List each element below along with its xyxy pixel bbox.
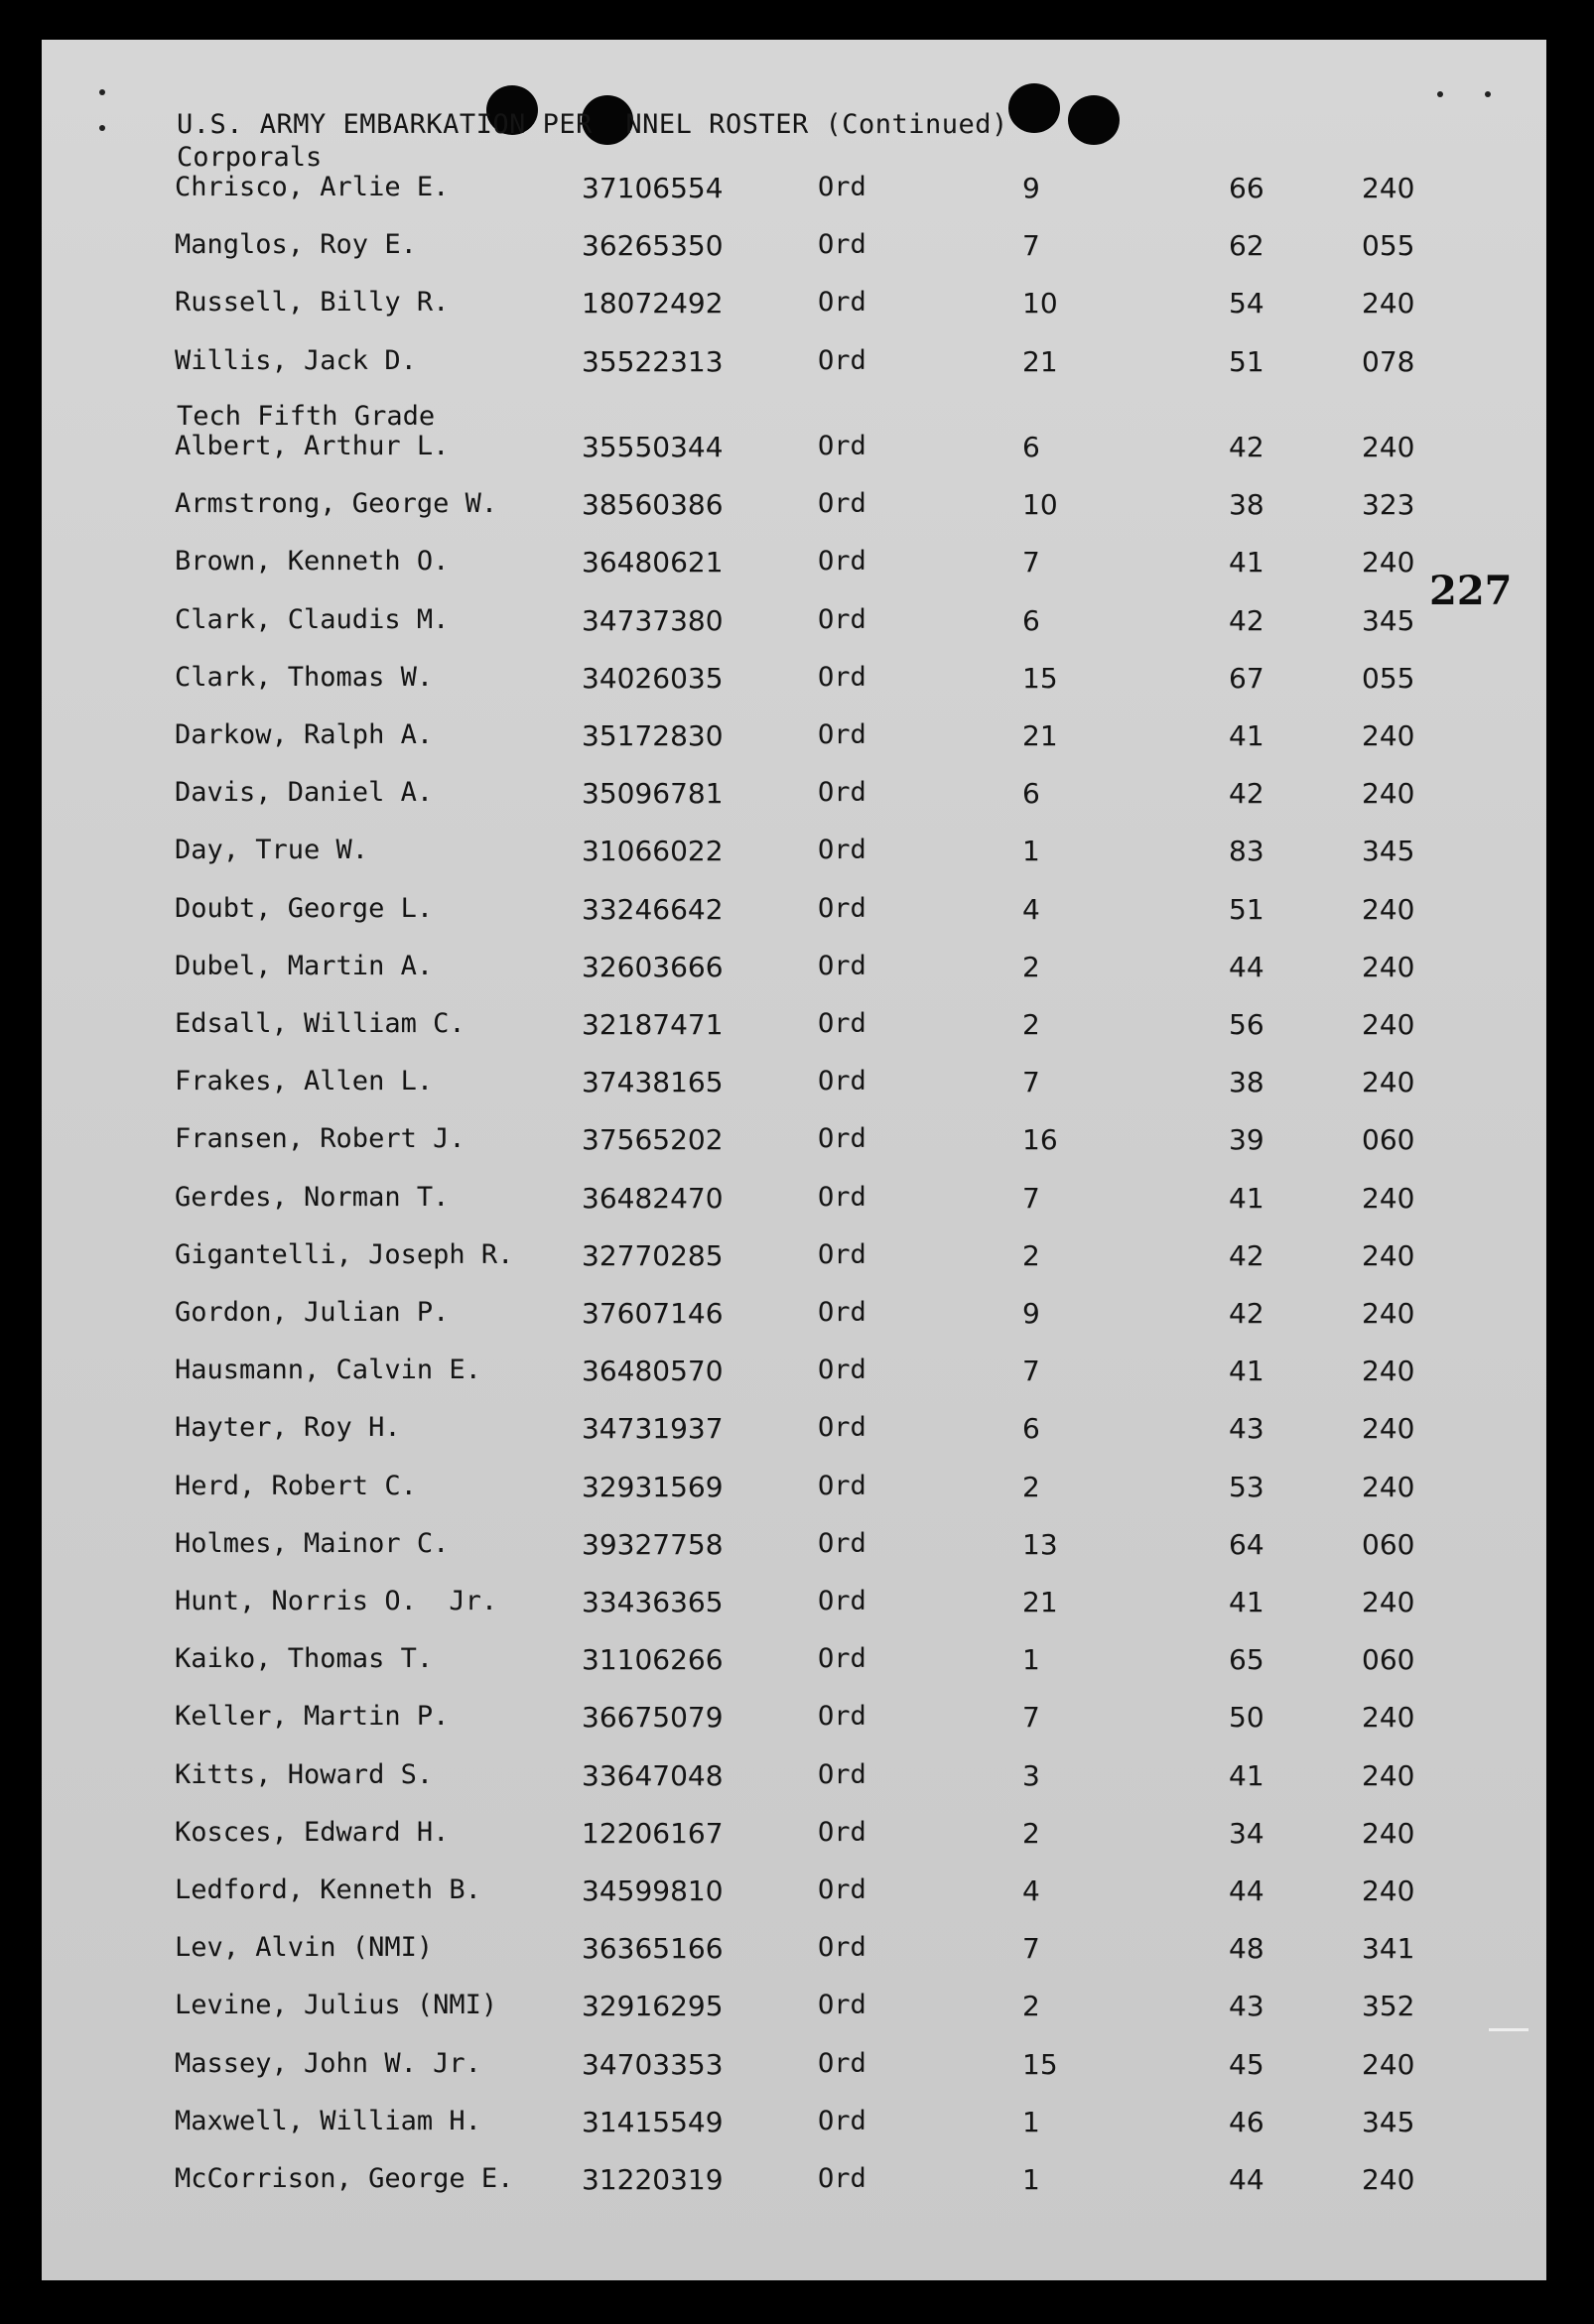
roster-row bbox=[42, 1239, 1546, 1279]
roster-row bbox=[42, 1586, 1546, 1625]
roster-row bbox=[42, 229, 1546, 269]
branch: Ord bbox=[818, 661, 866, 693]
roster-row bbox=[42, 488, 1546, 528]
serial-number: 31220319 bbox=[582, 2163, 724, 2196]
roster-value-b: 41 bbox=[1229, 546, 1264, 580]
roster-value-c: 240 bbox=[1362, 1758, 1415, 1792]
serial-number: 34599810 bbox=[582, 1874, 724, 1907]
roster-value-c: 240 bbox=[1362, 546, 1415, 580]
roster-value-b: 38 bbox=[1229, 488, 1264, 522]
branch: Ord bbox=[818, 488, 866, 520]
branch: Ord bbox=[818, 1123, 866, 1155]
roster-page bbox=[42, 40, 1546, 2280]
roster-row bbox=[42, 345, 1546, 385]
serial-number: 37438165 bbox=[582, 1066, 724, 1099]
soldier-name: Clark, Thomas W. bbox=[175, 661, 434, 693]
roster-value-b: 42 bbox=[1229, 1297, 1264, 1330]
branch: Ord bbox=[818, 1355, 866, 1386]
roster-value-a: 21 bbox=[1022, 719, 1058, 752]
roster-value-b: 41 bbox=[1229, 1181, 1264, 1215]
roster-row bbox=[42, 719, 1546, 759]
soldier-name: Hayter, Roy H. bbox=[175, 1412, 401, 1444]
roster-value-b: 42 bbox=[1229, 431, 1264, 463]
roster-row bbox=[42, 431, 1546, 470]
roster-value-b: 44 bbox=[1229, 1874, 1264, 1907]
roster-value-c: 240 bbox=[1362, 1701, 1415, 1735]
serial-number: 32603666 bbox=[582, 950, 724, 983]
roster-value-a: 2 bbox=[1022, 1470, 1040, 1503]
branch: Ord bbox=[818, 1470, 866, 1501]
roster-value-c: 078 bbox=[1362, 344, 1415, 378]
roster-value-a: 15 bbox=[1022, 661, 1058, 695]
roster-value-a: 7 bbox=[1022, 1355, 1040, 1388]
soldier-name: Kaiko, Thomas T. bbox=[175, 1643, 434, 1675]
roster-row bbox=[42, 2106, 1546, 2145]
branch: Ord bbox=[818, 603, 866, 635]
roster-value-a: 7 bbox=[1022, 1701, 1040, 1735]
roster-value-a: 7 bbox=[1022, 1181, 1040, 1215]
roster-table bbox=[42, 40, 1546, 2280]
roster-value-c: 345 bbox=[1362, 603, 1415, 637]
roster-row bbox=[42, 2163, 1546, 2203]
header-text-a: U.S. ARMY EMBARKATION PER bbox=[177, 109, 593, 140]
roster-value-c: 240 bbox=[1362, 1470, 1415, 1503]
roster-row bbox=[42, 662, 1546, 702]
roster-value-b: 51 bbox=[1229, 892, 1264, 926]
roster-row bbox=[42, 2048, 1546, 2088]
roster-value-b: 83 bbox=[1229, 835, 1264, 868]
roster-value-c: 240 bbox=[1362, 950, 1415, 983]
section-title: Corporals bbox=[177, 142, 323, 173]
branch: Ord bbox=[818, 892, 866, 924]
roster-row bbox=[42, 1412, 1546, 1452]
serial-number: 35522313 bbox=[582, 344, 724, 378]
soldier-name: Doubt, George L. bbox=[175, 892, 434, 924]
roster-value-c: 341 bbox=[1362, 1932, 1415, 1966]
soldier-name: Albert, Arthur L. bbox=[175, 431, 450, 461]
roster-row bbox=[42, 1123, 1546, 1163]
roster-value-c: 323 bbox=[1362, 488, 1415, 522]
roster-value-c: 240 bbox=[1362, 2047, 1415, 2081]
roster-value-c: 240 bbox=[1362, 1181, 1415, 1215]
branch: Ord bbox=[818, 1701, 866, 1733]
branch: Ord bbox=[818, 1816, 866, 1848]
roster-value-b: 48 bbox=[1229, 1932, 1264, 1966]
soldier-name: Davis, Daniel A. bbox=[175, 777, 434, 809]
roster-value-c: 345 bbox=[1362, 2105, 1415, 2138]
roster-value-c: 240 bbox=[1362, 1355, 1415, 1388]
roster-row bbox=[42, 1066, 1546, 1105]
roster-value-a: 21 bbox=[1022, 1586, 1058, 1618]
serial-number: 31106266 bbox=[582, 1643, 724, 1677]
serial-number: 33647048 bbox=[582, 1758, 724, 1792]
serial-number: 37607146 bbox=[582, 1297, 724, 1330]
section-title: Tech Fifth Grade bbox=[177, 401, 436, 432]
soldier-name: Keller, Martin P. bbox=[175, 1701, 450, 1733]
branch: Ord bbox=[818, 1008, 866, 1039]
roster-value-c: 240 bbox=[1362, 1008, 1415, 1041]
roster-value-c: 240 bbox=[1362, 1586, 1415, 1618]
roster-value-c: 240 bbox=[1362, 172, 1415, 204]
roster-value-b: 53 bbox=[1229, 1470, 1264, 1503]
roster-value-a: 2 bbox=[1022, 1990, 1040, 2023]
roster-value-a: 6 bbox=[1022, 603, 1040, 637]
roster-value-a: 7 bbox=[1022, 1932, 1040, 1966]
branch: Ord bbox=[818, 835, 866, 866]
roster-value-a: 7 bbox=[1022, 546, 1040, 580]
roster-value-c: 240 bbox=[1362, 719, 1415, 752]
roster-value-b: 67 bbox=[1229, 661, 1264, 695]
soldier-name: Kosces, Edward H. bbox=[175, 1816, 450, 1848]
soldier-name: Chrisco, Arlie E. bbox=[175, 172, 450, 202]
serial-number: 31415549 bbox=[582, 2105, 724, 2138]
serial-number: 36265350 bbox=[582, 229, 724, 263]
roster-row bbox=[42, 1297, 1546, 1337]
roster-value-a: 1 bbox=[1022, 2105, 1040, 2138]
soldier-name: Holmes, Mainor C. bbox=[175, 1527, 450, 1559]
roster-value-b: 44 bbox=[1229, 950, 1264, 983]
roster-value-b: 41 bbox=[1229, 1355, 1264, 1388]
branch: Ord bbox=[818, 344, 866, 376]
roster-value-c: 240 bbox=[1362, 431, 1415, 463]
serial-number: 12206167 bbox=[582, 1816, 724, 1850]
branch: Ord bbox=[818, 2047, 866, 2079]
page-number-stamp: 227 bbox=[1429, 568, 1513, 614]
roster-value-b: 44 bbox=[1229, 2163, 1264, 2196]
roster-value-b: 54 bbox=[1229, 287, 1264, 321]
soldier-name: Levine, Julius (NMI) bbox=[175, 1990, 498, 2021]
serial-number: 33246642 bbox=[582, 892, 724, 926]
branch: Ord bbox=[818, 1066, 866, 1097]
roster-value-b: 56 bbox=[1229, 1008, 1264, 1041]
serial-number: 32187471 bbox=[582, 1008, 724, 1041]
roster-row bbox=[42, 1932, 1546, 1972]
roster-value-c: 055 bbox=[1362, 229, 1415, 263]
serial-number: 33436365 bbox=[582, 1586, 724, 1618]
roster-value-b: 42 bbox=[1229, 1238, 1264, 1272]
roster-value-a: 7 bbox=[1022, 229, 1040, 263]
soldier-name: Herd, Robert C. bbox=[175, 1470, 417, 1501]
serial-number: 34703353 bbox=[582, 2047, 724, 2081]
roster-row bbox=[42, 835, 1546, 874]
roster-row bbox=[42, 1817, 1546, 1857]
branch: Ord bbox=[818, 2163, 866, 2194]
roster-value-b: 43 bbox=[1229, 1412, 1264, 1446]
branch: Ord bbox=[818, 1412, 866, 1444]
branch: Ord bbox=[818, 1238, 866, 1270]
roster-row bbox=[42, 1528, 1546, 1568]
soldier-name: Manglos, Roy E. bbox=[175, 229, 417, 261]
serial-number: 34731937 bbox=[582, 1412, 724, 1446]
serial-number: 35172830 bbox=[582, 719, 724, 752]
branch: Ord bbox=[818, 1758, 866, 1790]
serial-number: 35550344 bbox=[582, 431, 724, 463]
header-text-b: NNEL ROSTER (Continued) bbox=[625, 109, 1008, 140]
roster-value-a: 6 bbox=[1022, 431, 1040, 463]
soldier-name: Frakes, Allen L. bbox=[175, 1066, 434, 1097]
roster-row bbox=[42, 951, 1546, 990]
roster-value-b: 65 bbox=[1229, 1643, 1264, 1677]
roster-value-b: 66 bbox=[1229, 172, 1264, 204]
roster-row bbox=[42, 172, 1546, 211]
roster-value-b: 38 bbox=[1229, 1066, 1264, 1099]
serial-number: 36365166 bbox=[582, 1932, 724, 1966]
branch: Ord bbox=[818, 719, 866, 750]
roster-row bbox=[42, 1643, 1546, 1683]
soldier-name: Clark, Claudis M. bbox=[175, 603, 450, 635]
roster-value-c: 240 bbox=[1362, 1412, 1415, 1446]
branch: Ord bbox=[818, 777, 866, 809]
roster-row bbox=[42, 1471, 1546, 1510]
roster-row bbox=[42, 1182, 1546, 1222]
roster-value-c: 240 bbox=[1362, 1238, 1415, 1272]
roster-value-b: 50 bbox=[1229, 1701, 1264, 1735]
roster-value-a: 2 bbox=[1022, 950, 1040, 983]
serial-number: 18072492 bbox=[582, 287, 724, 321]
roster-value-a: 21 bbox=[1022, 344, 1058, 378]
roster-value-c: 055 bbox=[1362, 661, 1415, 695]
roster-value-c: 240 bbox=[1362, 1297, 1415, 1330]
roster-value-c: 240 bbox=[1362, 777, 1415, 811]
roster-value-a: 1 bbox=[1022, 835, 1040, 868]
roster-value-c: 060 bbox=[1362, 1123, 1415, 1157]
serial-number: 36482470 bbox=[582, 1181, 724, 1215]
branch: Ord bbox=[818, 2105, 866, 2136]
roster-value-b: 64 bbox=[1229, 1527, 1264, 1561]
roster-value-b: 39 bbox=[1229, 1123, 1264, 1157]
serial-number: 36480621 bbox=[582, 546, 724, 580]
roster-row bbox=[42, 1990, 1546, 2029]
serial-number: 35096781 bbox=[582, 777, 724, 811]
serial-number: 34026035 bbox=[582, 661, 724, 695]
branch: Ord bbox=[818, 172, 866, 202]
soldier-name: Ledford, Kenneth B. bbox=[175, 1874, 481, 1905]
roster-value-a: 9 bbox=[1022, 1297, 1040, 1330]
serial-number: 32931569 bbox=[582, 1470, 724, 1503]
roster-value-a: 15 bbox=[1022, 2047, 1058, 2081]
roster-value-b: 41 bbox=[1229, 719, 1264, 752]
branch: Ord bbox=[818, 1643, 866, 1675]
branch: Ord bbox=[818, 1586, 866, 1616]
roster-row bbox=[42, 546, 1546, 585]
soldier-name: Massey, John W. Jr. bbox=[175, 2047, 481, 2079]
serial-number: 37565202 bbox=[582, 1123, 724, 1157]
roster-value-a: 2 bbox=[1022, 1816, 1040, 1850]
roster-value-c: 345 bbox=[1362, 835, 1415, 868]
soldier-name: Fransen, Robert J. bbox=[175, 1123, 465, 1155]
roster-value-a: 6 bbox=[1022, 777, 1040, 811]
roster-value-a: 2 bbox=[1022, 1008, 1040, 1041]
serial-number: 32770285 bbox=[582, 1238, 724, 1272]
roster-row bbox=[42, 604, 1546, 644]
roster-value-a: 1 bbox=[1022, 2163, 1040, 2196]
branch: Ord bbox=[818, 1181, 866, 1213]
serial-number: 36675079 bbox=[582, 1701, 724, 1735]
roster-row bbox=[42, 1874, 1546, 1914]
roster-value-c: 352 bbox=[1362, 1990, 1415, 2023]
soldier-name: Armstrong, George W. bbox=[175, 488, 498, 520]
branch: Ord bbox=[818, 229, 866, 261]
branch: Ord bbox=[818, 1527, 866, 1559]
roster-row bbox=[42, 893, 1546, 933]
roster-value-b: 43 bbox=[1229, 1990, 1264, 2023]
roster-value-a: 3 bbox=[1022, 1758, 1040, 1792]
soldier-name: Kitts, Howard S. bbox=[175, 1758, 434, 1790]
edge-mark bbox=[1489, 2028, 1528, 2031]
roster-row bbox=[42, 777, 1546, 817]
roster-value-c: 060 bbox=[1362, 1643, 1415, 1677]
roster-row bbox=[42, 1701, 1546, 1741]
serial-number: 31066022 bbox=[582, 835, 724, 868]
roster-value-b: 34 bbox=[1229, 1816, 1264, 1850]
roster-value-a: 13 bbox=[1022, 1527, 1058, 1561]
serial-number: 37106554 bbox=[582, 172, 724, 204]
roster-value-b: 62 bbox=[1229, 229, 1264, 263]
roster-value-c: 060 bbox=[1362, 1527, 1415, 1561]
soldier-name: Hunt, Norris O. Jr. bbox=[175, 1586, 498, 1616]
roster-value-a: 2 bbox=[1022, 1238, 1040, 1272]
roster-row bbox=[42, 287, 1546, 326]
roster-value-b: 42 bbox=[1229, 777, 1264, 811]
roster-value-a: 1 bbox=[1022, 1643, 1040, 1677]
roster-value-c: 240 bbox=[1362, 2163, 1415, 2196]
roster-row bbox=[42, 1355, 1546, 1394]
soldier-name: Edsall, William C. bbox=[175, 1008, 465, 1039]
serial-number: 39327758 bbox=[582, 1527, 724, 1561]
serial-number: 34737380 bbox=[582, 603, 724, 637]
roster-value-a: 10 bbox=[1022, 488, 1058, 522]
soldier-name: Brown, Kenneth O. bbox=[175, 546, 450, 578]
roster-row bbox=[42, 1008, 1546, 1048]
serial-number: 38560386 bbox=[582, 488, 724, 522]
branch: Ord bbox=[818, 1990, 866, 2021]
soldier-name: Maxwell, William H. bbox=[175, 2105, 481, 2136]
roster-value-a: 16 bbox=[1022, 1123, 1058, 1157]
soldier-name: Dubel, Martin A. bbox=[175, 950, 434, 981]
roster-value-a: 9 bbox=[1022, 172, 1040, 204]
branch: Ord bbox=[818, 1932, 866, 1964]
branch: Ord bbox=[818, 546, 866, 578]
branch: Ord bbox=[818, 287, 866, 319]
soldier-name: Gigantelli, Joseph R. bbox=[175, 1238, 514, 1270]
soldier-name: Lev, Alvin (NMI) bbox=[175, 1932, 434, 1964]
soldier-name: Day, True W. bbox=[175, 835, 369, 866]
branch: Ord bbox=[818, 1874, 866, 1905]
roster-value-a: 4 bbox=[1022, 1874, 1040, 1907]
roster-value-b: 51 bbox=[1229, 344, 1264, 378]
roster-row bbox=[42, 1759, 1546, 1799]
serial-number: 36480570 bbox=[582, 1355, 724, 1388]
soldier-name: Gordon, Julian P. bbox=[175, 1297, 450, 1328]
branch: Ord bbox=[818, 1297, 866, 1328]
soldier-name: Willis, Jack D. bbox=[175, 344, 417, 376]
roster-value-b: 46 bbox=[1229, 2105, 1264, 2138]
roster-value-a: 10 bbox=[1022, 287, 1058, 321]
roster-value-c: 240 bbox=[1362, 1816, 1415, 1850]
roster-value-b: 42 bbox=[1229, 603, 1264, 637]
soldier-name: Gerdes, Norman T. bbox=[175, 1181, 450, 1213]
serial-number: 32916295 bbox=[582, 1990, 724, 2023]
branch: Ord bbox=[818, 431, 866, 461]
roster-value-b: 41 bbox=[1229, 1586, 1264, 1618]
roster-value-a: 6 bbox=[1022, 1412, 1040, 1446]
soldier-name: Darkow, Ralph A. bbox=[175, 719, 434, 750]
soldier-name: Russell, Billy R. bbox=[175, 287, 450, 319]
branch: Ord bbox=[818, 950, 866, 981]
roster-value-b: 45 bbox=[1229, 2047, 1264, 2081]
roster-value-c: 240 bbox=[1362, 1066, 1415, 1099]
roster-value-b: 41 bbox=[1229, 1758, 1264, 1792]
roster-value-c: 240 bbox=[1362, 1874, 1415, 1907]
soldier-name: Hausmann, Calvin E. bbox=[175, 1355, 481, 1386]
roster-value-a: 7 bbox=[1022, 1066, 1040, 1099]
roster-value-c: 240 bbox=[1362, 287, 1415, 321]
roster-value-a: 4 bbox=[1022, 892, 1040, 926]
roster-value-c: 240 bbox=[1362, 892, 1415, 926]
soldier-name: McCorrison, George E. bbox=[175, 2163, 514, 2194]
